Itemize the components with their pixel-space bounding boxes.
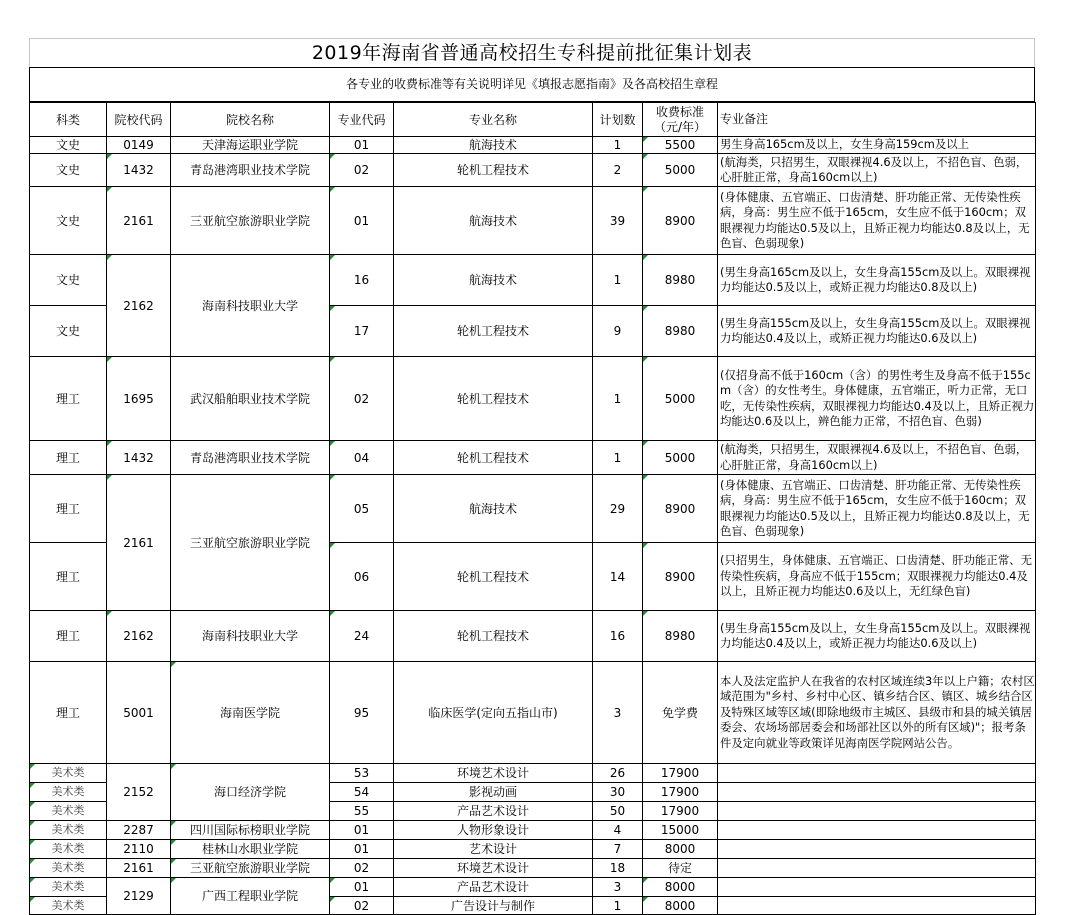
fee-cell: 8000 [643,897,718,915]
header-major-name: 专业名称 [394,103,593,137]
remark-cell [718,878,1036,897]
school-name-cell: 四川国际标榜职业学院 [171,821,330,840]
category-cell: 美术类 [30,859,107,878]
major-code-cell: 02 [330,357,394,441]
school-name-cell: 桂林山水职业学院 [171,840,330,859]
fee-cell: 17900 [643,802,718,821]
major-code-cell: 01 [330,878,394,897]
enrollment-plan-sheet [29,38,1035,915]
plan-cell: 3 [593,878,643,897]
plan-table [29,102,1036,915]
table-row [30,611,1036,662]
fee-cell: 5500 [643,137,718,154]
remark-cell: (身体健康、五官端正、口齿清楚、肝功能正常、无传染性疾病，身高：男生应不低于165cm，女生应不低于160cm；双眼裸视力均能达0.5及以上，且矫正视力均能达0.8及以上，无色盲、色弱现象) [718,475,1036,543]
fee-cell: 待定 [643,859,718,878]
major-code-cell: 01 [330,840,394,859]
remark-cell: (男生身高155cm及以上，女生身高155cm及以上。双眼裸视力均能达0.4及以上，或矫正视力均能达0.6及以上) [718,306,1036,357]
school-name-cell: 三亚航空旅游职业学院 [171,187,330,255]
major-name-cell: 临床医学(定向五指山市) [394,662,593,764]
remark-cell: (航海类，只招男生，双眼裸视4.6及以上，不招色盲、色弱，心肝脏正常，身高160cm以上) [718,441,1036,475]
major-name-cell: 航海技术 [394,255,593,306]
remark-cell [718,859,1036,878]
plan-cell: 2 [593,154,643,187]
header-row [30,103,1036,137]
category-cell: 美术类 [30,802,107,821]
major-name-cell: 轮机工程技术 [394,154,593,187]
school-code-cell: 2287 [107,821,171,840]
major-code-cell: 06 [330,543,394,611]
category-cell: 理工 [30,357,107,441]
remark-cell [718,897,1036,915]
plan-cell: 50 [593,802,643,821]
table-row [30,187,1036,255]
school-code-cell: 2162 [107,611,171,662]
table-row [30,255,1036,306]
major-code-cell: 95 [330,662,394,764]
major-name-cell: 影视动画 [394,783,593,802]
category-cell: 文史 [30,187,107,255]
major-name-cell: 产品艺术设计 [394,802,593,821]
header-school-name: 院校名称 [171,103,330,137]
school-code-cell: 2161 [107,859,171,878]
school-name-cell: 海南医学院 [171,662,330,764]
school-name-cell: 海南科技职业大学 [171,255,330,357]
school-code-cell: 2161 [107,475,171,611]
remark-cell [718,840,1036,859]
table-row [30,840,1036,859]
fee-cell: 17900 [643,764,718,783]
school-code-cell: 2152 [107,764,171,821]
fee-cell: 8000 [643,878,718,897]
plan-cell: 4 [593,821,643,840]
category-cell: 文史 [30,306,107,357]
table-row [30,137,1036,154]
category-cell: 美术类 [30,783,107,802]
major-name-cell: 航海技术 [394,137,593,154]
fee-cell: 15000 [643,821,718,840]
remark-cell: 男生身高165cm及以上，女生身高159cm及以上 [718,137,1036,154]
table-row [30,859,1036,878]
sheet-title: 2019年海南省普通高校招生专科提前批征集计划表 [29,38,1035,67]
category-cell: 文史 [30,137,107,154]
fee-note: 各专业的收费标准等有关说明详见《填报志愿指南》及各高校招生章程 [29,67,1035,102]
remark-cell: (男生身高165cm及以上，女生身高155cm及以上。双眼裸视力均能达0.5及以上，或矫正视力均能达0.8及以上) [718,255,1036,306]
table-row [30,764,1036,783]
major-name-cell: 航海技术 [394,475,593,543]
school-name-cell: 武汉船舶职业技术学院 [171,357,330,441]
major-code-cell: 55 [330,802,394,821]
fee-cell: 8980 [643,306,718,357]
header-major-code: 专业代码 [330,103,394,137]
major-code-cell: 01 [330,821,394,840]
major-code-cell: 17 [330,306,394,357]
plan-cell: 29 [593,475,643,543]
fee-cell: 5000 [643,441,718,475]
major-name-cell: 轮机工程技术 [394,543,593,611]
remark-cell: (身体健康、五官端正、口齿清楚、肝功能正常、无传染性疾病，身高：男生应不低于165cm，女生应不低于160cm；双眼裸视力均能达0.5及以上，且矫正视力均能达0.8及以上，无色盲、色弱现象) [718,187,1036,255]
table-row [30,357,1036,441]
plan-cell: 1 [593,255,643,306]
header-remark: 专业备注 [718,103,1036,137]
header-school-code: 院校代码 [107,103,171,137]
major-name-cell: 轮机工程技术 [394,357,593,441]
fee-cell: 免学费 [643,662,718,764]
school-name-cell: 天津海运职业学院 [171,137,330,154]
major-name-cell: 艺术设计 [394,840,593,859]
category-cell: 美术类 [30,840,107,859]
major-code-cell: 02 [330,859,394,878]
header-plan: 计划数 [593,103,643,137]
major-code-cell: 04 [330,441,394,475]
major-code-cell: 24 [330,611,394,662]
major-name-cell: 广告设计与制作 [394,897,593,915]
major-code-cell: 53 [330,764,394,783]
fee-cell: 8980 [643,255,718,306]
major-code-cell: 02 [330,154,394,187]
plan-cell: 1 [593,137,643,154]
major-code-cell: 01 [330,187,394,255]
plan-cell: 1 [593,897,643,915]
major-name-cell: 人物形象设计 [394,821,593,840]
category-cell: 文史 [30,154,107,187]
school-code-cell: 1432 [107,441,171,475]
major-name-cell: 轮机工程技术 [394,611,593,662]
school-name-cell: 海口经济学院 [171,764,330,821]
school-code-cell: 2162 [107,255,171,357]
plan-cell: 39 [593,187,643,255]
major-name-cell: 产品艺术设计 [394,878,593,897]
remark-cell [718,802,1036,821]
fee-cell: 5000 [643,357,718,441]
major-code-cell: 54 [330,783,394,802]
school-code-cell: 2110 [107,840,171,859]
major-name-cell: 环境艺术设计 [394,764,593,783]
plan-cell: 1 [593,441,643,475]
table-row [30,878,1036,897]
fee-cell: 8900 [643,187,718,255]
plan-cell: 9 [593,306,643,357]
table-row [30,154,1036,187]
major-name-cell: 航海技术 [394,187,593,255]
header-category: 科类 [30,103,107,137]
fee-cell: 8980 [643,611,718,662]
major-name-cell: 轮机工程技术 [394,306,593,357]
major-name-cell: 轮机工程技术 [394,441,593,475]
remark-cell [718,821,1036,840]
category-cell: 理工 [30,475,107,543]
plan-cell: 30 [593,783,643,802]
category-cell: 美术类 [30,764,107,783]
fee-cell: 5000 [643,154,718,187]
school-code-cell: 2129 [107,878,171,915]
remark-cell: (仅招身高不低于160cm（含）的男性考生及身高不低于155cm（含）的女性考生。身体健康，五官端正，听力正常，无口吃，无传染性疾病，双眼裸视力均能达0.4及以上，且矫正视力均能达0.6及以上，辨色能力正常，不招色盲、色弱) [718,357,1036,441]
plan-cell: 3 [593,662,643,764]
school-name-cell: 青岛港湾职业技术学院 [171,154,330,187]
plan-cell: 18 [593,859,643,878]
major-code-cell: 16 [330,255,394,306]
table-row [30,441,1036,475]
category-cell: 理工 [30,611,107,662]
remark-cell: (男生身高155cm及以上，女生身高155cm及以上。双眼裸视力均能达0.4及以上，或矫正视力均能达0.6及以上) [718,611,1036,662]
remark-cell: (只招男生，身体健康、五官端正、口齿清楚、肝功能正常、无传染性疾病，身高应不低于155cm；双眼裸视力均能达0.4及以上，且矫正视力均能达0.6及以上，无红绿色盲) [718,543,1036,611]
school-name-cell: 海南科技职业大学 [171,611,330,662]
school-name-cell: 三亚航空旅游职业学院 [171,859,330,878]
school-code-cell: 1695 [107,357,171,441]
header-fee: 收费标准（元/年） [643,103,718,137]
plan-cell: 16 [593,611,643,662]
category-cell: 文史 [30,255,107,306]
school-code-cell: 1432 [107,154,171,187]
remark-cell [718,764,1036,783]
major-code-cell: 01 [330,137,394,154]
school-code-cell: 5001 [107,662,171,764]
school-code-cell: 0149 [107,137,171,154]
table-row [30,475,1036,543]
table-row [30,662,1036,764]
school-name-cell: 三亚航空旅游职业学院 [171,475,330,611]
table-row [30,821,1036,840]
plan-cell: 1 [593,357,643,441]
school-code-cell: 2161 [107,187,171,255]
category-cell: 理工 [30,662,107,764]
remark-cell: 本人及法定监护人在我省的农村区域连续3年以上户籍；农村区域范围为"乡村、乡村中心区、镇乡结合区、镇区、城乡结合区及特殊区域等区域(即除地级市主城区、县级市和县的城关镇居委会、农场场部居委会和场部社区以外的所有区域)"；报考条件及定向就业等政策详见海南医学院网站公告。 [718,662,1036,764]
school-name-cell: 广西工程职业学院 [171,878,330,915]
fee-cell: 8000 [643,840,718,859]
category-cell: 美术类 [30,821,107,840]
plan-cell: 7 [593,840,643,859]
major-name-cell: 环境艺术设计 [394,859,593,878]
plan-cell: 14 [593,543,643,611]
fee-cell: 17900 [643,783,718,802]
fee-cell: 8900 [643,543,718,611]
major-code-cell: 02 [330,897,394,915]
major-code-cell: 05 [330,475,394,543]
fee-cell: 8900 [643,475,718,543]
remark-cell: (航海类，只招男生，双眼裸视4.6及以上，不招色盲、色弱，心肝脏正常，身高160cm以上) [718,154,1036,187]
category-cell: 美术类 [30,897,107,915]
school-name-cell: 青岛港湾职业技术学院 [171,441,330,475]
category-cell: 理工 [30,543,107,611]
category-cell: 美术类 [30,878,107,897]
remark-cell [718,783,1036,802]
category-cell: 理工 [30,441,107,475]
plan-cell: 26 [593,764,643,783]
